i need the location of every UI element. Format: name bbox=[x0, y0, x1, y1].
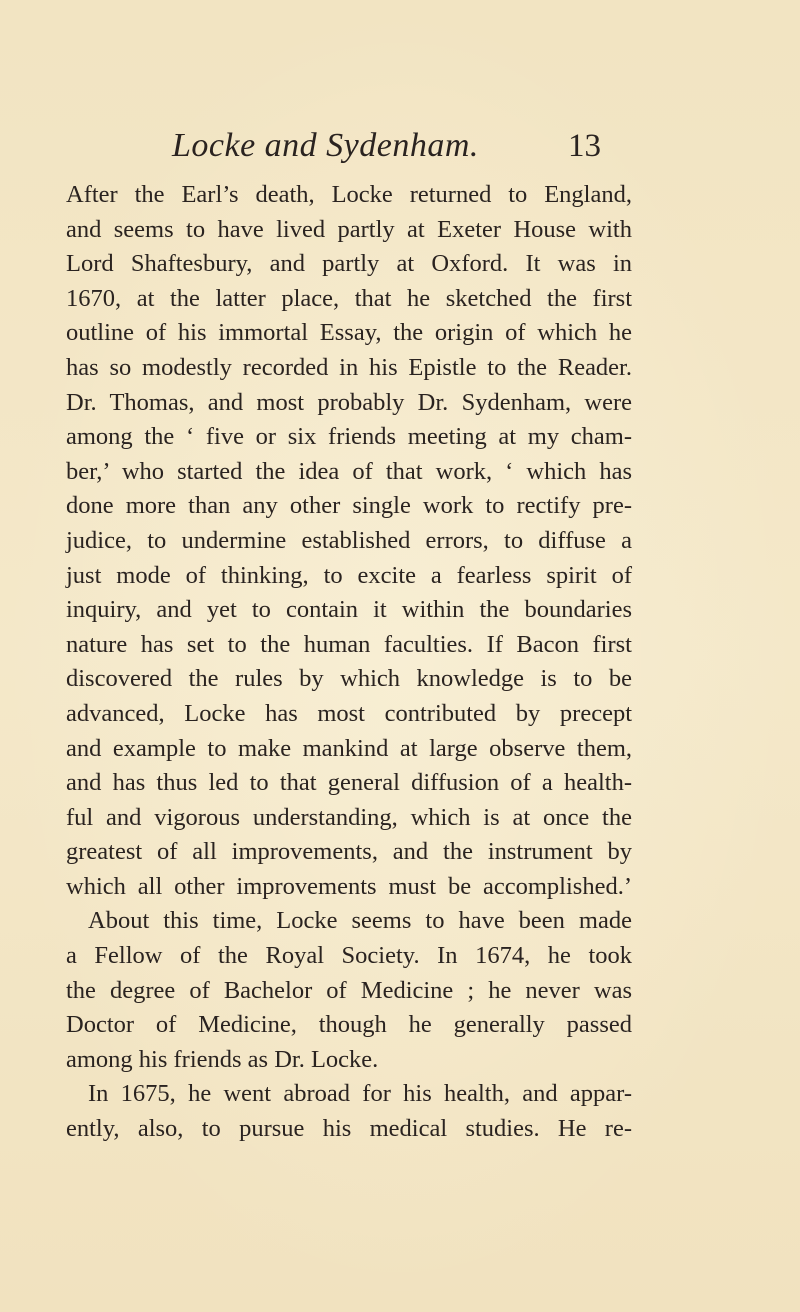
text-line: About this time, Locke seems to have been made bbox=[88, 907, 632, 935]
text-line: just mode of thinking, to excite a fearless spirit of bbox=[66, 561, 632, 589]
text-line: discovered the rules by which knowledge is to be bbox=[66, 665, 632, 693]
body-text bbox=[66, 178, 632, 1147]
text-line: and seems to have lived partly at Exeter House with bbox=[66, 215, 632, 243]
text-line: Doctor of Medicine, though he generally passed bbox=[66, 1011, 632, 1039]
text-line: among his friends as Dr. Locke. bbox=[66, 1045, 379, 1073]
text-line: Dr. Thomas, and most probably Dr. Sydenham, were bbox=[66, 388, 632, 416]
text-line: inquiry, and yet to contain it within the boundaries bbox=[66, 596, 632, 624]
text-line: advanced, Locke has most contributed by precept bbox=[66, 699, 632, 727]
text-line: greatest of all improvements, and the instrument by bbox=[66, 838, 632, 866]
text-line: 1670, at the latter place, that he sketched the first bbox=[66, 284, 632, 312]
text-line: the degree of Bachelor of Medicine ; he never was bbox=[66, 976, 632, 1004]
text-line: and has thus led to that general diffusion of a health- bbox=[66, 769, 632, 797]
text-line: done more than any other single work to rectify pre- bbox=[66, 492, 632, 520]
text-line: Lord Shaftesbury, and partly at Oxford. It was in bbox=[66, 250, 632, 278]
text-line: ently, also, to pursue his medical studies. He re- bbox=[66, 1115, 632, 1143]
text-line: nature has set to the human faculties. If Bacon first bbox=[66, 630, 632, 658]
text-line: outline of his immortal Essay, the origin of which he bbox=[66, 319, 632, 347]
text-line: has so modestly recorded in his Epistle to the Reader. bbox=[66, 353, 632, 381]
text-line: ful and vigorous understanding, which is at once the bbox=[66, 803, 632, 831]
page-number: 13 bbox=[568, 128, 601, 164]
text-line: and example to make mankind at large observe them, bbox=[66, 734, 632, 762]
text-line: judice, to undermine established errors, to diffuse a bbox=[66, 526, 632, 554]
running-head bbox=[0, 122, 800, 170]
text-line: which all other improvements must be accomplished.’ bbox=[66, 872, 632, 900]
text-line: ber,’ who started the idea of that work, ‘ which has bbox=[66, 457, 632, 485]
running-title: Locke and Sydenham. bbox=[172, 127, 479, 164]
text-line: After the Earl’s death, Locke returned to England, bbox=[66, 181, 632, 208]
text-line: among the ‘ five or six friends meeting at my cham- bbox=[66, 423, 632, 451]
text-line: a Fellow of the Royal Society. In 1674, he took bbox=[66, 942, 632, 970]
text-line: In 1675, he went abroad for his health, and appar- bbox=[88, 1080, 632, 1108]
